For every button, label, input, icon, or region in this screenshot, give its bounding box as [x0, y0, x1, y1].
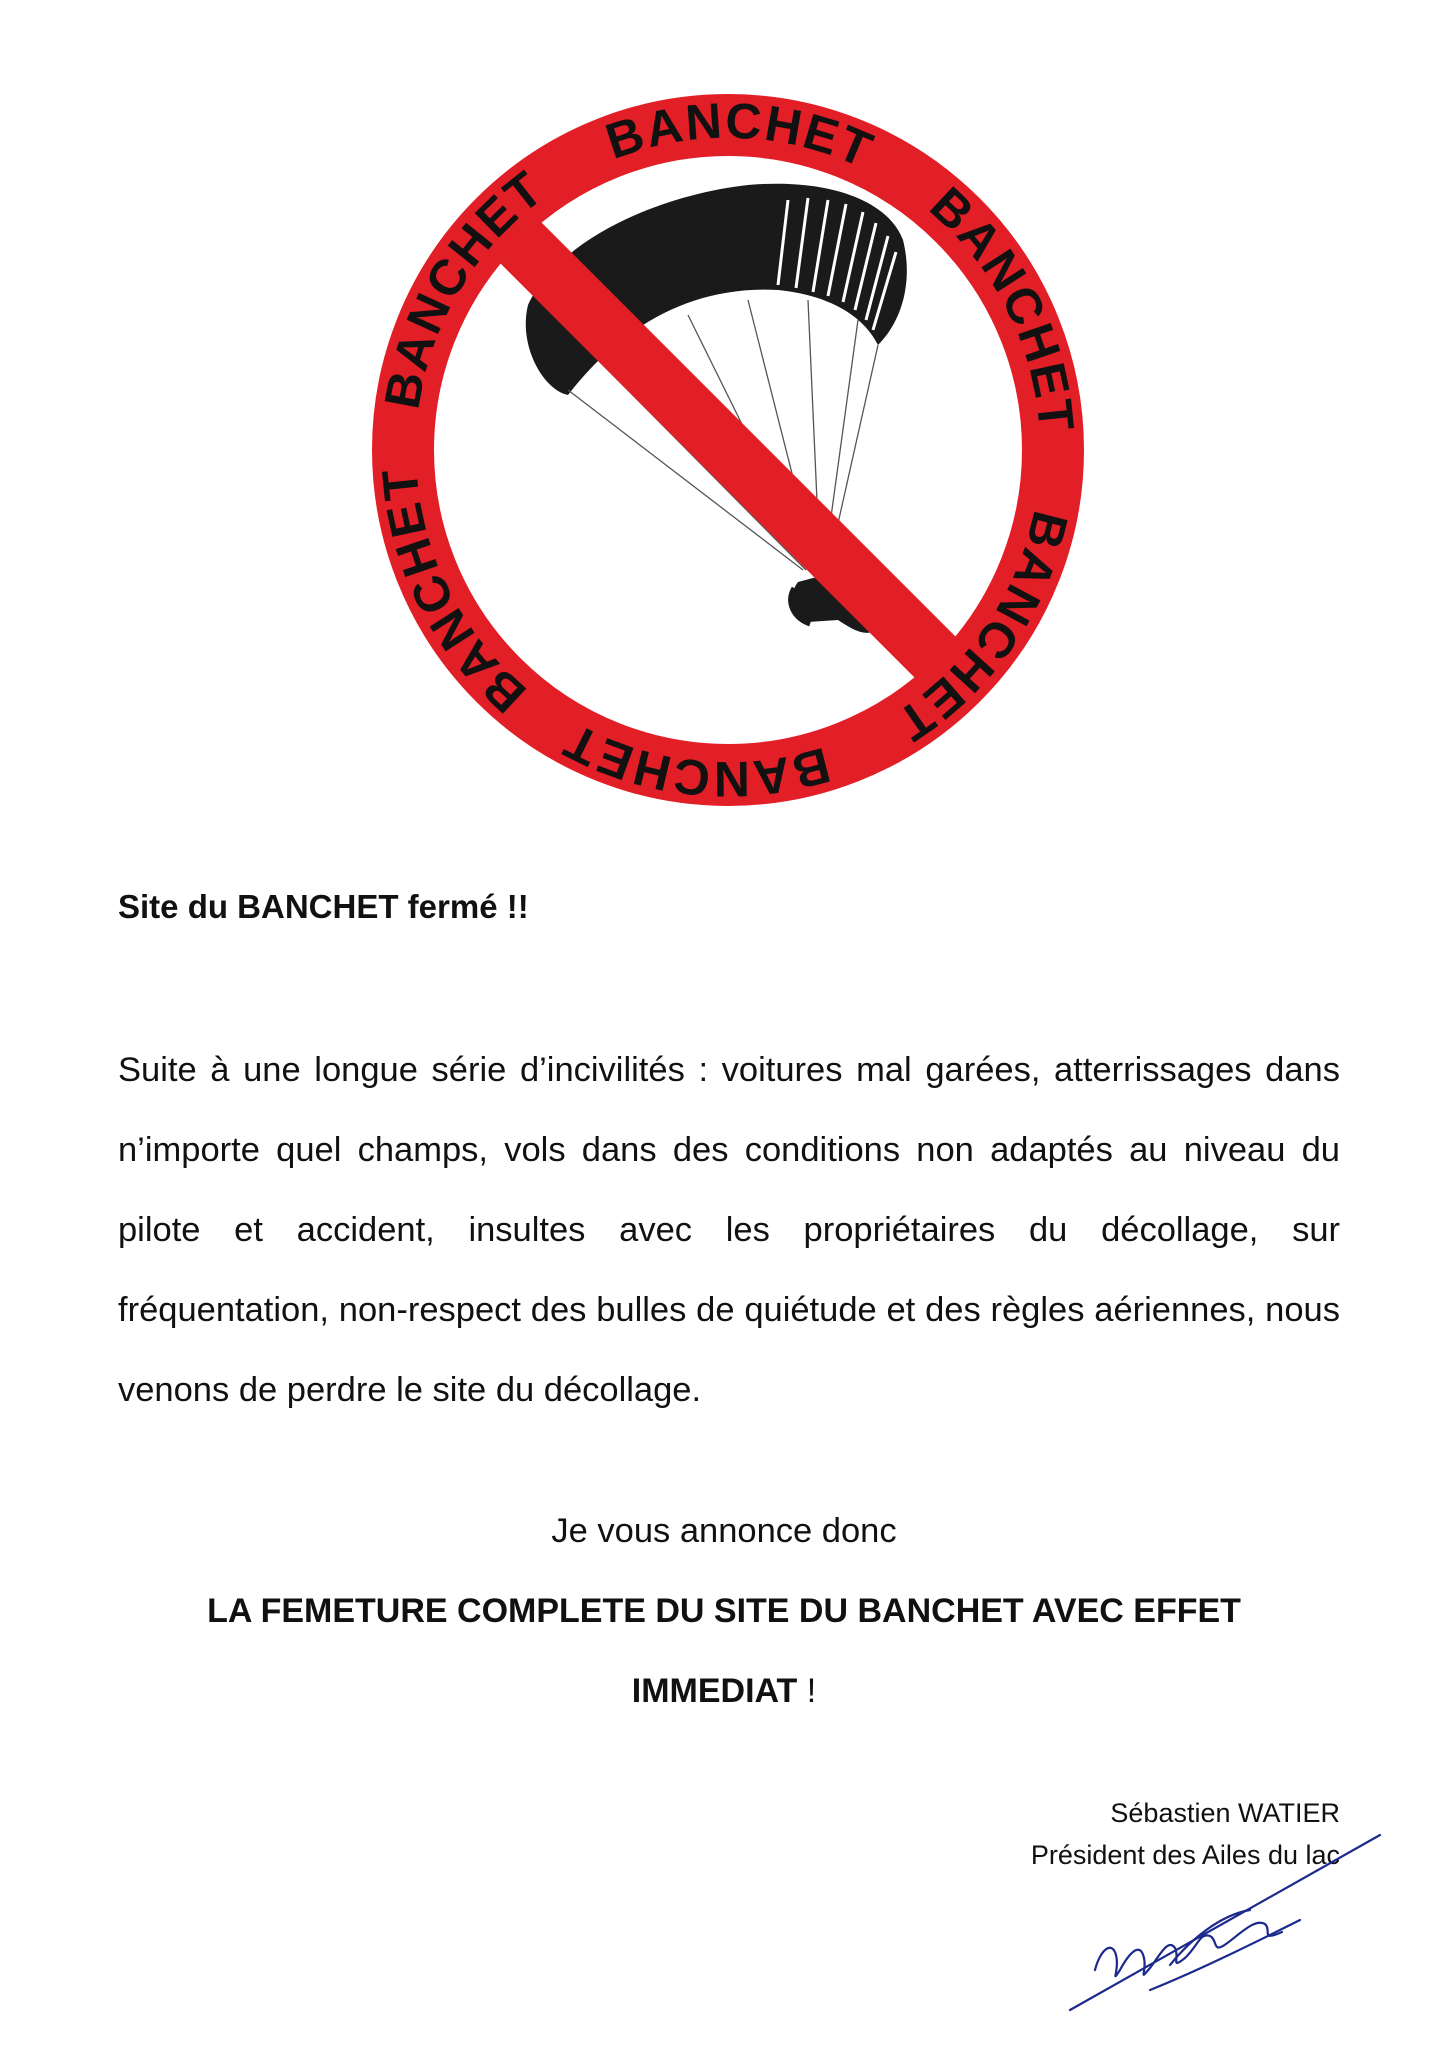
- ring-text-4: BANCHET: [886, 505, 1079, 753]
- announcement-exclamation: !: [797, 1672, 817, 1710]
- svg-text:BANCHET: [371, 465, 536, 724]
- ring-text-5: BANCHET: [554, 712, 836, 808]
- announcement-intro: Je vous annonce donc: [551, 1512, 897, 1550]
- signatory-role: Président des Ailes du lac: [1030, 1840, 1340, 1870]
- page-title: Site du BANCHET fermé !!: [118, 888, 529, 925]
- signatory-name: Sébastien WATIER: [1110, 1798, 1340, 1828]
- ring-text-6: BANCHET: [371, 464, 537, 724]
- ring-text-2: BANCHET: [599, 92, 882, 179]
- body-paragraph: Suite à une longue série d’incivilités : voitures mal garées, atterrissages dans n’importe quel champs, vols dans des conditions non adaptés au niveau du pilote et accident, insultes avec les propriétaires du décollage, sur fréquentation, non-respect des bulles de quiétude et des règles aériennes, nous venons de perdre le site du décollage.: [118, 1051, 1340, 1409]
- announcement-headline: LA FEMETURE COMPLETE DU SITE DU BANCHET AVEC EFFET: [207, 1592, 1241, 1630]
- announcement-headline-end: [0, 1672, 1448, 1711]
- banchet-prohibition-logo: [358, 90, 1098, 810]
- ring-text-3: BANCHET: [919, 176, 1085, 436]
- announcement-immediat: IMMEDIAT: [631, 1672, 798, 1710]
- svg-text:BANCHET: [920, 176, 1085, 435]
- handwritten-signature: [1050, 1820, 1410, 2020]
- ring-text-1: BANCHET: [373, 159, 555, 413]
